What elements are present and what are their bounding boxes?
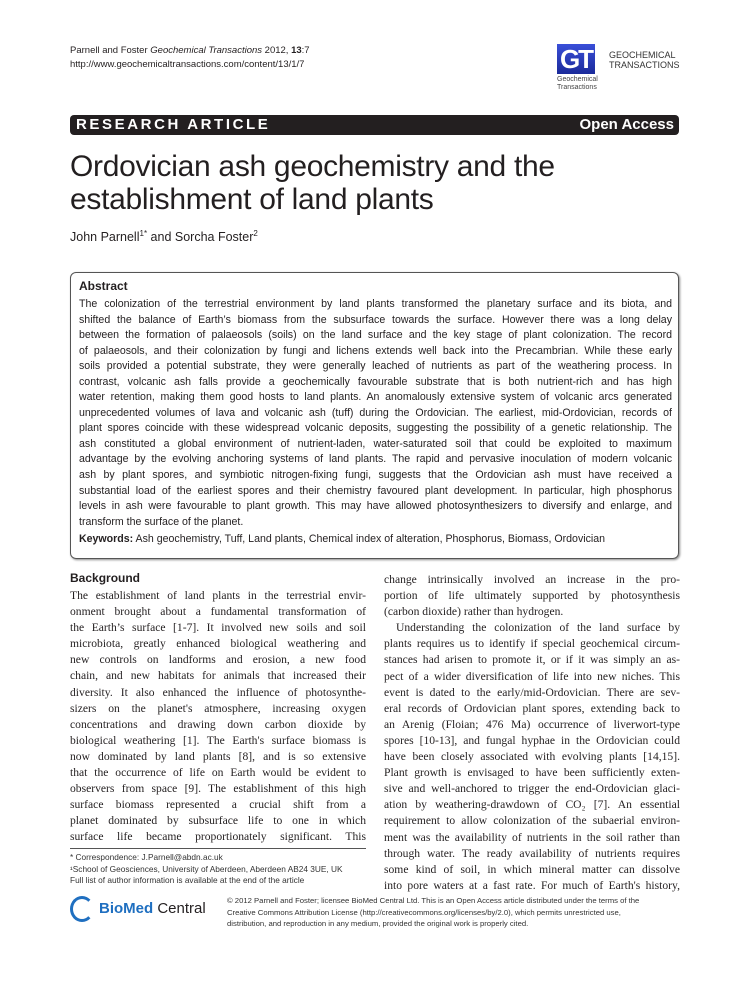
text-line: chain, and new habitats for animals that increased their [70, 669, 366, 683]
footnote-correspondence: * Correspondence: J.Parnell@abdn.ac.uk [70, 852, 223, 862]
author-separator: and [147, 230, 175, 245]
license-line: © 2012 Parnell and Foster; licensee BioMed Central Ltd. This is an Open Access article distributed under the terms of the [227, 896, 640, 905]
article-type: RESEARCH ARTICLE [76, 116, 271, 133]
article-title [70, 150, 555, 216]
text-line: onment brought about a fundamental transformation of [70, 605, 366, 619]
author-list [70, 229, 258, 244]
text-line: eral records of Ordovician plant spores, extending back to [384, 701, 680, 715]
text-line: planet dominated by subsurface life to one in which [70, 814, 366, 828]
license-line: Creative Commons Attribution License (http://creativecommons.org/licenses/by/2.0), which permits unrestricted use, [227, 907, 621, 917]
text-line: levels in ash were favourable to plant growth. This may have allowed photosynthesizers to diversify and enlarge, and [79, 500, 672, 513]
keywords-list: Ash geochemistry, Tuff, Land plants, Chemical index of alteration, Phosphorus, Biomass, Ordovician [133, 533, 606, 545]
text-line: ment was the availability of nutrients in the soil rather than [384, 830, 680, 844]
logo-name-line: TRANSACTIONS [609, 60, 680, 70]
article-url[interactable]: http://www.geochemicaltransactions.com/content/13/1/7 [70, 59, 305, 70]
keywords [79, 533, 605, 545]
body-column-left [70, 588, 366, 846]
text-line: Understanding the colonization of the land surface by [396, 621, 680, 635]
publisher-bold: BioMed [99, 900, 154, 917]
footnotes [70, 852, 343, 887]
logo-sub [557, 76, 598, 92]
text-line: portion of life ultimately supported by photosynthesis [384, 589, 680, 603]
footnote-divider [70, 848, 366, 849]
text-line: pect of a wider diversification of life into new niches. This [384, 669, 680, 683]
logo-name [609, 50, 680, 70]
text-line: surface biomass represented a crucial shift from a [70, 798, 366, 812]
header-volume: 13 [291, 45, 302, 56]
biomed-ring-icon [70, 896, 94, 922]
text-line: microbiota, greatly enhanced biological weathering and [70, 637, 366, 651]
text-line: of palaeosols, and their colonization by fungi and lichens extends well back into the Precambrian. While these early [79, 344, 672, 357]
text-line: that the occurrence of life on Earth would be evident to [70, 766, 366, 780]
text-line: into pore waters at a fast rate. For much of Earth's history, [384, 878, 680, 892]
license-text [227, 895, 687, 930]
journal-logo [557, 44, 682, 94]
text-line: ash constituted a global environment of nutrient-laden, water-saturated soil that could be exploited to maximum [79, 437, 672, 450]
license-line: distribution, and reproduction in any medium, provided the original work is properly cited. [227, 919, 529, 929]
text-line: transform the surface of the planet. [79, 515, 244, 528]
gt-logo-icon: GT [557, 44, 595, 74]
section-heading-background: Background [70, 571, 141, 585]
text-line: biological weathering [1]. The Earth's surface biomass is [70, 733, 366, 747]
logo-name-line: GEOCHEMICAL [609, 50, 676, 60]
text-line: an Arenig (Floian; 476 Ma) occurrence of liverwort-type [384, 717, 680, 731]
text-line: diversity. It also enhanced the influence of photosynthe- [70, 685, 366, 699]
title-line: Ordovician ash geochemistry and the [70, 150, 555, 183]
text-line: through water. The ready availability of nutrients requires [384, 846, 680, 860]
logo-sub-line: Geochemical [557, 76, 598, 83]
author-name: Sorcha Foster [174, 230, 254, 245]
text-line: observers from space [9]. The establishment of this high [70, 782, 366, 796]
text-line: surface life became proportionately significant. This [70, 830, 366, 844]
text-line: plants requires us to identify if special geochemical circum- [384, 637, 680, 651]
text-line: The establishment of land plants in the terrestrial envir- [70, 589, 366, 602]
text-line: soils provided a potential substrate, they were generally leached of nutrients as part of the weathering process. In [79, 360, 672, 373]
title-line: establishment of land plants [70, 183, 434, 216]
text-line: shifted the balance of Earth’s biomass from the subsurface towards the surface. However there was a long delay [79, 313, 672, 326]
biomed-central-logo [70, 895, 210, 923]
text-line: spores [10-13], and fungal hyphae in the Ordovician could [384, 733, 680, 747]
keywords-label: Keywords: [79, 533, 134, 545]
text-line: some kind of soil, in which mineral matter can dissolve [384, 862, 680, 876]
text-line: requirement to allow colonization of the subaerial environ- [384, 814, 680, 828]
abstract-text [79, 297, 672, 530]
text-line: unprecedented volumes of lava and volcanic ash (tuff) during the Ordovician. The earliest, mid-Ordovician, records of [79, 406, 672, 419]
running-header [70, 44, 310, 72]
header-year: 2012, [264, 45, 289, 56]
text-line: advantage by the evolving anchoring systems of land plants. The rapid and pervasive inoculation of modern volcanic [79, 453, 672, 466]
text-line: contrast, volcanic ash falls provide a geochemically favourable substrate that is both nutrient-rich and has high [79, 375, 672, 388]
text-line: between the formation of palaeosols (soils) on the land surface and the key stage of plant colonization. The record [79, 329, 672, 342]
text-line: change intrinsically involved an increase in the pro- [384, 573, 680, 586]
text-line: sizers on the planet's atmosphere, increasing oxygen [70, 701, 366, 715]
text-line: Plant growth is envisaged to have been sufficiently exten- [384, 766, 680, 780]
abstract-box [70, 272, 679, 559]
text-line: (carbon dioxide) rather than hydrogen. [384, 605, 564, 619]
text-line: sive and well-anchored to trigger the end-Ordovician glaci- [384, 782, 680, 796]
open-access-label: Open Access [579, 116, 674, 133]
author-affiliation-mark: 1* [139, 229, 148, 238]
footnote-affiliation: ¹School of Geosciences, University of Aberdeen, Aberdeen AB24 3UE, UK [70, 863, 343, 874]
article-type-banner [70, 115, 679, 135]
text-line: have been closely associated with evolving plants [14,15]. [384, 750, 680, 764]
text-line: concentrations and drawing down carbon dioxide by [70, 717, 366, 731]
footnote-note: Full list of author information is available at the end of the article [70, 875, 305, 885]
text-line: ash by plant spores, and symbiotic nitrogen-fixing fungi, suggests that the Ordovician ash must have received a [79, 469, 672, 482]
author-affiliation-mark: 2 [253, 229, 258, 238]
text-line: the Earth’s surface [1-7]. It involved new soils and soil [70, 621, 366, 635]
text-line: ation by weathering-drawdown of CO₂ [7]. An essential [384, 798, 680, 812]
header-journal: Geochemical Transactions [150, 45, 263, 56]
header-article: :7 [301, 45, 310, 56]
text-line: plant spores coincide with these widespread volcanic deposits, suggesting the possibility of a genetic relationship. The [79, 422, 672, 435]
text-line: now dominated by land plants [8], and is so extensive [70, 749, 366, 763]
author-name: John Parnell [70, 230, 140, 245]
abstract-heading: Abstract [79, 279, 128, 293]
text-line: substantial load of the earliest spores and their chemistry favoured plant development. In particular, high phosphorus [79, 484, 672, 497]
paragraph [384, 620, 680, 894]
body-column-right [384, 572, 680, 894]
text-line: stances had arisen to promote it, or if it was simply an as- [384, 653, 680, 667]
publisher-rest: Central [153, 900, 206, 917]
text-line: new controls on landforms and erosion, a new food [70, 653, 366, 667]
text-line: water retention, making them good hosts to land plants. An anomalously extensive system of volcanic arcs generated [79, 391, 672, 404]
paragraph [384, 572, 680, 620]
text-line: event is dated to the early/mid-Ordovician. There are sev- [384, 685, 680, 699]
header-authors: Parnell and Foster [70, 45, 148, 56]
text-line: The colonization of the terrestrial environment by land plants transformed the planetary surface and its biota, and [79, 298, 672, 310]
logo-sub-line: Transactions [557, 84, 597, 91]
